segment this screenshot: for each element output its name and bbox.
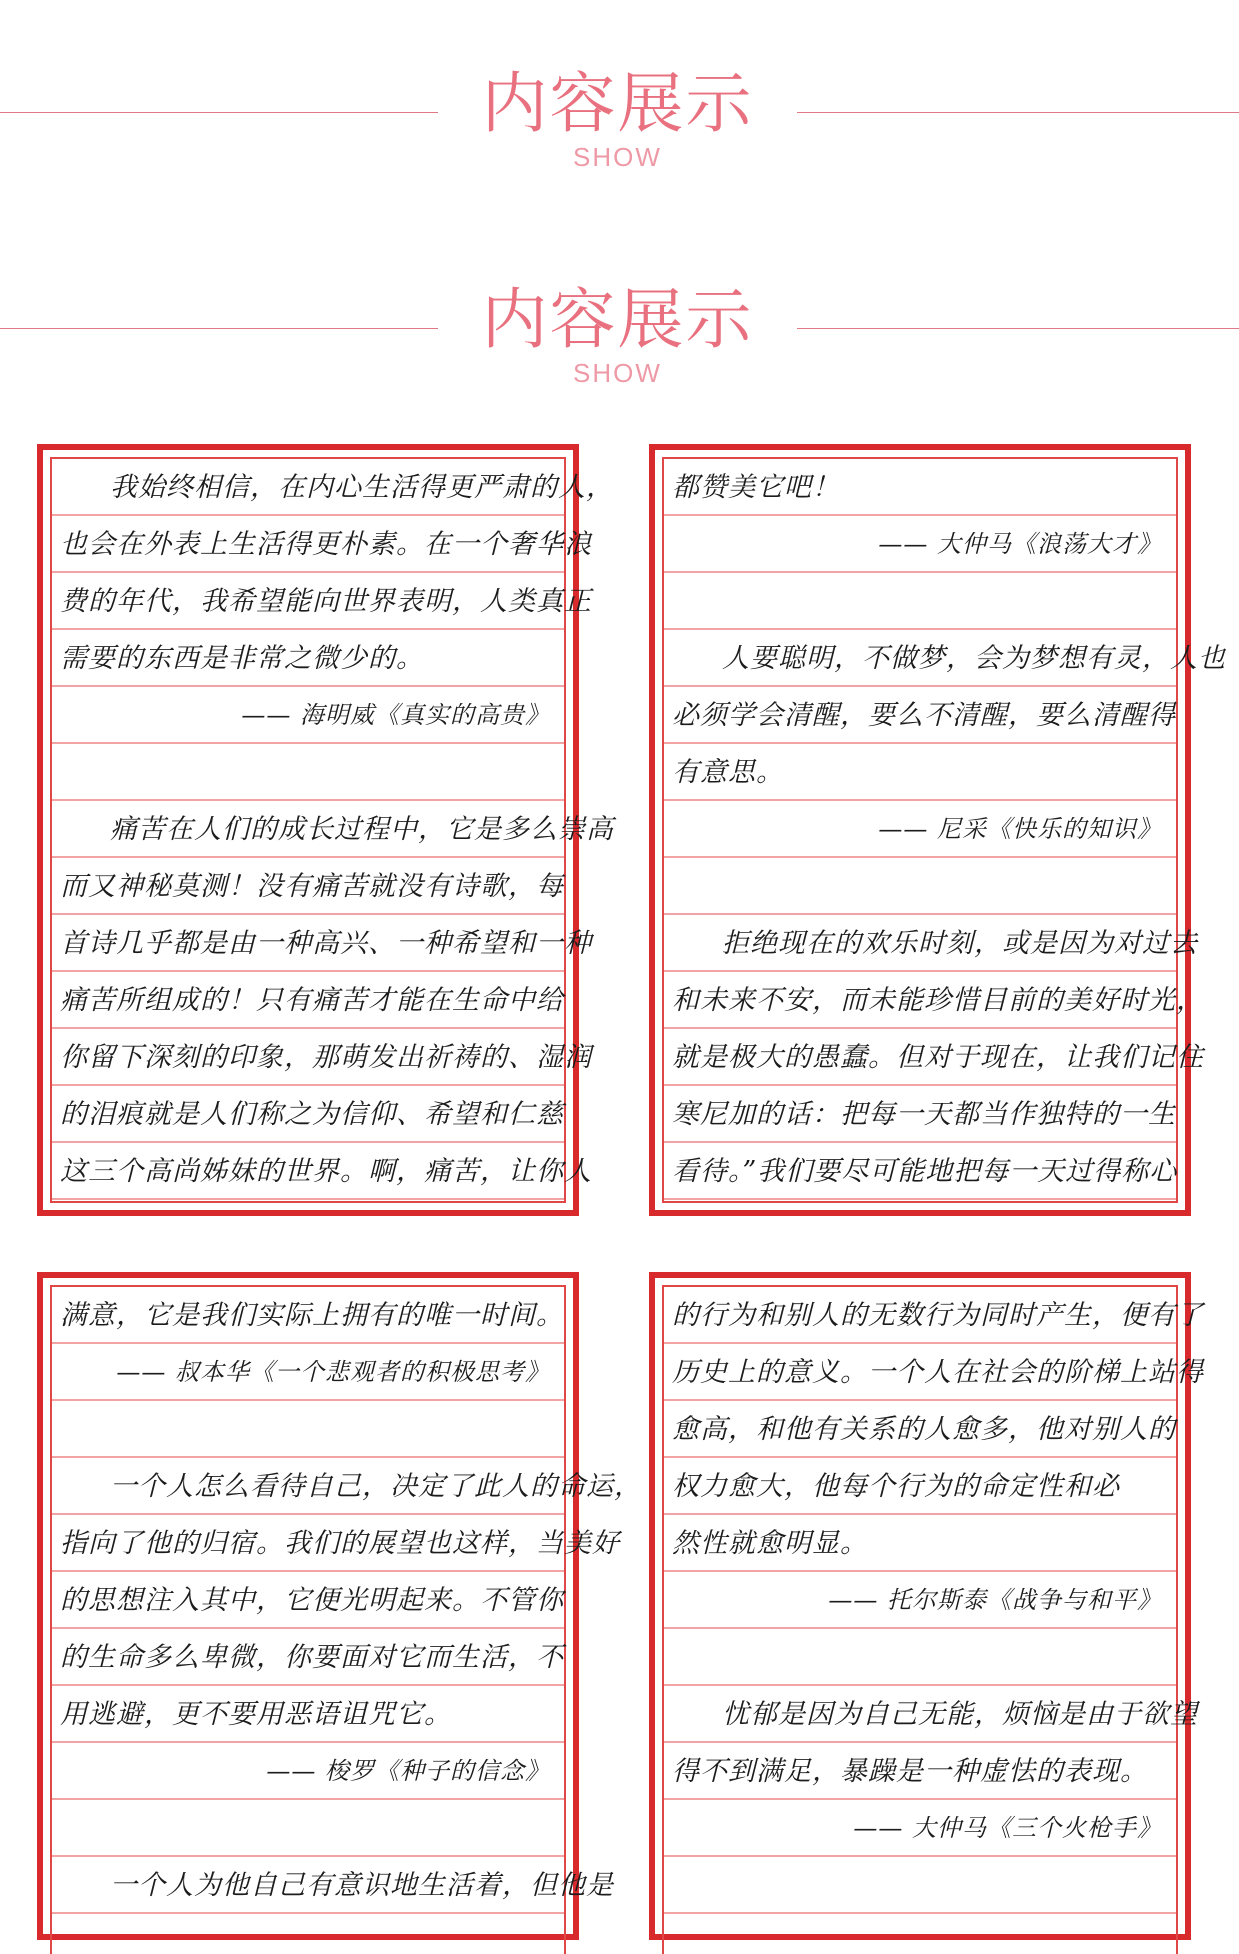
text-line: 人要聪明，不做梦，会为梦想有灵，人也: [722, 643, 1226, 674]
writing-page-3: [37, 1272, 642, 1940]
text-line: 指向了他的归宿。我们的展望也这样，当美好: [60, 1528, 620, 1559]
text-line: [672, 858, 1168, 915]
text-line: 得不到满足，暴躁是一种虚怯的表现。: [672, 1756, 1148, 1787]
text-line: [672, 1629, 1168, 1686]
writing-page-1: [37, 444, 614, 1216]
text-line: 历史上的意义。一个人在社会的阶梯上站得: [672, 1357, 1204, 1388]
text-line: 忧郁是因为自己无能，烦恼是由于欲望: [722, 1699, 1198, 1730]
text-line: 用逃避，更不要用恶语诅咒它。: [60, 1699, 452, 1730]
attribution-line: —— 大仲马《浪荡大才》: [878, 530, 1162, 558]
section-title: 内容展示: [481, 65, 754, 142]
text-line: [672, 573, 1168, 630]
attribution-line: —— 梭罗《种子的信念》: [266, 1757, 550, 1785]
header-rule-right: [797, 328, 1239, 329]
text-line: 我始终相信，在内心生活得更严肃的人，: [110, 472, 614, 503]
text-line: 痛苦在人们的成长过程中，它是多么崇高: [110, 814, 614, 845]
section-header-1: [0, 60, 1239, 170]
text-line: 拒绝现在的欢乐时刻，或是因为对过去: [722, 928, 1198, 959]
text-line: 看待。”我们要尽可能地把每一天过得称心: [672, 1156, 1178, 1187]
text-line: 的思想注入其中，它便光明起来。不管你: [60, 1585, 564, 1616]
text-line: 一个人怎么看待自己，决定了此人的命运，: [110, 1471, 642, 1502]
attribution-line: —— 尼采《快乐的知识》: [878, 815, 1162, 843]
ruled-paper: [50, 1285, 642, 1954]
attribution-line: —— 托尔斯泰《战争与和平》: [828, 1586, 1162, 1614]
text-line: 你留下深刻的印象，那萌发出祈祷的、湿润: [60, 1042, 592, 1073]
ruled-paper: [662, 457, 1226, 1203]
text-line: [672, 1857, 1168, 1914]
text-line: [60, 744, 556, 801]
section-title: 内容展示: [481, 281, 754, 358]
text-line: 痛苦所组成的！只有痛苦才能在生命中给: [60, 985, 564, 1016]
text-line: 也会在外表上生活得更朴素。在一个奢华浪: [60, 529, 592, 560]
section-subtitle: SHOW: [573, 142, 662, 172]
ruled-paper: [50, 457, 614, 1203]
text-line: 的泪痕就是人们称之为信仰、希望和仁慈: [60, 1099, 564, 1130]
text-line: 权力愈大，他每个行为的命定性和必: [672, 1471, 1120, 1502]
text-line: 的生命多么卑微，你要面对它而生活，不: [60, 1642, 564, 1673]
attribution-line: —— 海明威《真实的高贵》: [241, 701, 550, 729]
text-line: 费的年代，我希望能向世界表明，人类真正: [60, 586, 592, 617]
text-line: 有意思。: [672, 757, 784, 788]
header-rule-left: [0, 112, 438, 113]
text-line: 愈高，和他有关系的人愈多，他对别人的: [672, 1414, 1176, 1445]
text-line: 必须学会清醒，要么不清醒，要么清醒得: [672, 700, 1176, 731]
text-line: 而又神秘莫测！没有痛苦就没有诗歌，每: [60, 871, 564, 902]
text-line: [60, 1800, 556, 1857]
text-line: 和未来不安，而未能珍惜目前的美好时光，: [672, 985, 1204, 1016]
text-line: [60, 1401, 556, 1458]
header-rule-left: [0, 328, 438, 329]
text-line: 的行为和别人的无数行为同时产生，便有了: [672, 1300, 1204, 1331]
attribution-line: —— 大仲马《三个火枪手》: [853, 1814, 1162, 1842]
section-header-2: [0, 276, 1239, 386]
section-subtitle: SHOW: [573, 358, 662, 388]
text-line: 首诗几乎都是由一种高兴、一种希望和一种: [60, 928, 592, 959]
ruled-paper: [662, 1285, 1204, 1954]
text-line: 寒尼加的话：把每一天都当作独特的一生: [672, 1099, 1176, 1130]
text-line: 都赞美它吧！: [672, 472, 840, 503]
header-rule-right: [797, 112, 1239, 113]
text-line: 满意，它是我们实际上拥有的唯一时间。: [60, 1300, 564, 1331]
text-line: 然性就愈明显。: [672, 1528, 868, 1559]
text-line: 就是极大的愚蠢。但对于现在，让我们记住: [672, 1042, 1204, 1073]
text-line: 这三个高尚姊妹的世界。啊，痛苦，让你人: [60, 1156, 592, 1187]
writing-page-2: [649, 444, 1226, 1216]
text-line: 需要的东西是非常之微少的。: [60, 643, 424, 674]
text-line: 一个人为他自己有意识地生活着，但他是: [110, 1870, 614, 1901]
attribution-line: —— 叔本华《一个悲观者的积极思考》: [116, 1358, 550, 1386]
writing-page-4: [649, 1272, 1204, 1940]
